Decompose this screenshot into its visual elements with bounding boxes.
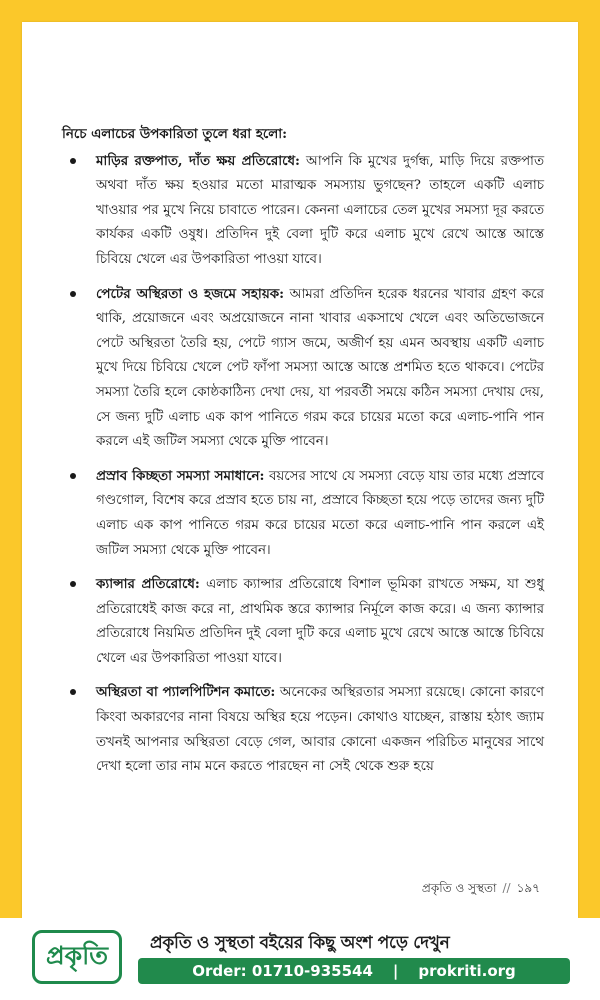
tagline: প্রকৃতি ও সুস্থতা বইয়ের কিছু অংশ পড়ে দেখুন — [150, 933, 450, 953]
list-item — [62, 572, 544, 671]
bullet-icon — [70, 291, 76, 297]
point-title: মাড়ির রক্তপাত, দাঁত ক্ষয় প্রতিরোধে: — [96, 152, 300, 169]
point-body: এলাচ ক্যান্সার প্রতিরোধে বিশাল ভূমিকা রাখতে সক্ষম, যা শুধু প্রতিরোধেই কাজ করে না, প্রাথমিক স্তরে ক্যান্সার নির্মূলে কাজ করে। এ জন্য ক্যান্সার প্রতিরোধে নিয়মিত প্রতিদিন দুই বেলা দুটি করে এলাচ মুখে রেখে আস্তে আস্তে চিবিয়ে খেলে এর উপকারিতা পাওয়া যাবে। — [96, 577, 544, 666]
point-title: পেটের অস্থিরতা ও হজমে সহায়ক: — [96, 285, 285, 302]
point-body: বয়সের সাথে যে সমস্যা বেড়ে যায় তার মধ্যে প্রস্রাবে গণ্ডগোল, বিশেষ করে প্রস্রাব হতে চায় না, প্রস্রাবে কিচ্ছতা হয়ে পড়ে তাদের জন্য দুটি এলাচ এক কাপ পানিতে গরম করে চায়ের মতো করে এলাচ-পানি পান করলে এই জটিল সমস্যা থেকে মুক্তি পাবেন। — [96, 468, 545, 558]
benefit-list — [62, 149, 544, 780]
footer-separator: // — [502, 881, 511, 895]
order-phone[interactable]: Order: 01710-935544 — [192, 962, 373, 980]
bullet-icon — [70, 581, 76, 587]
list-item — [62, 680, 544, 779]
point-body: অনেকের অস্থিরতার সমস্যা রয়েছে। কোনো কারণে কিংবা অকারণের নানা বিষয়ে অস্থির হয়ে পড়েন। কোথাও যাচ্ছেন, রাস্তায় হঠাৎ জ্যাম তখনই আপনার অস্থিরতা বেড়ে গেল, আবার কোনো একজন পরিচিত মানুষের সাথে দেখা হলো তার নাম মনে করতে পারছেন না সেই থেকে শুরু হয়ে — [96, 685, 544, 775]
point-title: ক্যান্সার প্রতিরোধে: — [96, 576, 200, 593]
order-divider: | — [392, 962, 399, 980]
bullet-icon — [70, 473, 76, 479]
logo-text: প্রকৃতি — [45, 940, 109, 970]
intro-line: নিচে এলাচের উপকারিতা তুলে ধরা হলো: — [62, 126, 288, 142]
bullet-icon — [70, 158, 76, 164]
page-content — [62, 122, 544, 789]
bullet-icon — [70, 689, 76, 695]
prokriti-logo[interactable] — [32, 930, 122, 984]
order-bar[interactable] — [138, 958, 570, 984]
book-page — [22, 22, 578, 918]
book-title: প্রকৃতি ও সুস্থতা — [421, 881, 497, 895]
list-item — [62, 282, 544, 455]
page-footer — [422, 880, 540, 900]
page-number: ১৯৭ — [516, 881, 540, 895]
point-title: প্রস্রাব কিচ্ছতা সমস্যা সমাধানে: — [96, 467, 265, 484]
promo-banner — [0, 918, 600, 1000]
website-link[interactable]: prokriti.org — [418, 962, 516, 980]
point-title: অস্থিরতা বা প্যালপিটিশন কমাতে: — [96, 684, 276, 701]
point-body: আমরা প্রতিদিন হরেক ধরনের খাবার গ্রহণ করে থাকি, প্রয়োজনে এবং অপ্রয়োজনে নানা খাবার একসাথে খেলে এবং অতিভোজনে পেটে অস্থিরতা তৈরি হয়, পেটে গ্যাস জমে, অজীর্ণ হয় এমন অবস্থায় একটি এলাচ মুখে দিয়ে চিবিয়ে খেলে পেট ফাঁপা সমস্যা আস্তে আস্তে প্রশমিত হতে থাকবে। পেটের সমস্যা তৈরি হলে কোষ্ঠকাঠিন্য দেখা দেয়, যা পরবর্তী সময়ে কঠিন সমস্যা দেখায় দেয়, সে জন্য দুটি এলাচ এক কাপ পানিতে গরম করে চায়ের মতো করে এলাচ-পানি পান করলে এই জটিল সমস্যা থেকে মুক্তি পাবেন। — [96, 286, 544, 450]
list-item — [62, 464, 544, 563]
point-body: আপনি কি মুখের দুর্গন্ধ, মাড়ি দিয়ে রক্তপাত অথবা দাঁত ক্ষয় হওয়ার মতো মারাত্মক সমস্যায় ভুগছেন? তাহলে একটি এলাচ খাওয়ার পর মুখে নিয়ে চাবাতে পারেন। কেননা এলাচের তেল মুখের সমস্যা দূর করতে কার্যকর একটি ওষুধ। প্রতিদিন দুই বেলা দুটি করে এলাচ মুখে রেখে আস্তে আস্তে চিবিয়ে খেলে এর উপকারিতা পাওয়া যাবে। — [96, 153, 544, 267]
list-item — [62, 149, 544, 273]
